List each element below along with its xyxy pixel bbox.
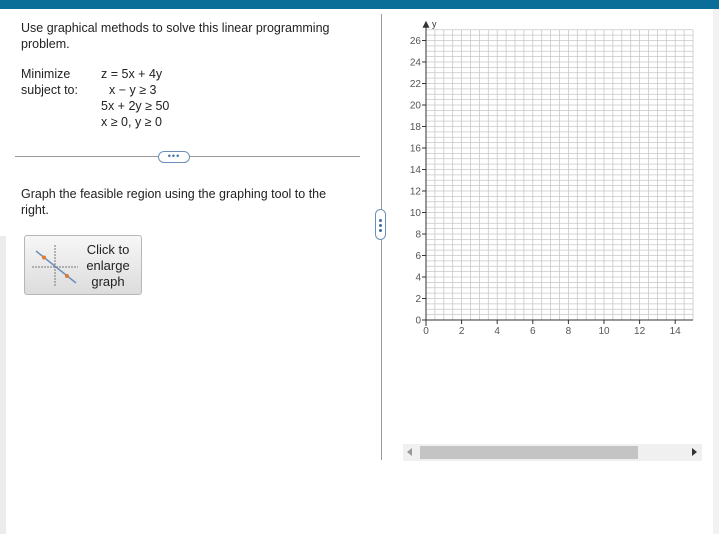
enlarge-line-3: graph [91,274,125,289]
x-tick-label: 8 [565,326,572,337]
y-axis-arrow [423,21,430,28]
y-axis-label: y [432,18,437,29]
scroll-right-icon[interactable] [692,448,697,456]
x-tick-label: 14 [669,326,681,337]
right-edge-strip [713,9,719,534]
expand-more-button[interactable]: ••• [158,151,190,163]
x-tick-label: 12 [634,326,646,337]
enlarge-graph-label [79,242,137,290]
left-edge-strip [0,236,6,534]
x-tick-label: 2 [458,326,465,337]
top-bar [0,0,719,9]
y-tick-label: 4 [415,272,421,284]
scroll-left-icon[interactable] [407,448,412,456]
x-tick-label: 6 [530,326,536,337]
question-text: Use graphical methods to solve this linear programming problem. [21,21,330,51]
subject-to-label: subject to: [21,83,78,97]
constraint-1: x − y ≥ 3 [109,83,157,97]
enlarge-line-1: Click to [86,242,130,257]
y-tick-label: 26 [409,36,421,47]
enlarge-graph-button[interactable] [24,235,142,295]
graph-instruction: Graph the feasible region using the graphing tool to the right. [21,187,327,217]
splitter-handle[interactable] [375,209,386,240]
y-tick-label: 2 [415,294,421,305]
y-tick-label: 12 [409,186,421,198]
objective-function: z = 5x + 4y [101,67,163,81]
y-tick-label: 0 [415,315,421,327]
y-tick-label: 14 [409,165,421,176]
constraint-3: x ≥ 0, y ≥ 0 [101,115,162,129]
minimize-label: Minimize [21,67,71,81]
x-tick-label: 4 [494,326,500,337]
scrollbar-thumb[interactable] [420,446,638,459]
horizontal-scrollbar[interactable] [403,444,702,461]
constraint-2: 5x + 2y ≥ 50 [101,99,170,113]
graphing-area[interactable] [400,18,700,348]
y-tick-label: 8 [415,229,421,241]
y-tick-label: 24 [409,57,421,69]
y-tick-label: 6 [415,251,421,262]
graph-thumbnail-icon [30,243,80,289]
x-tick-label: 0 [423,326,429,337]
x-tick-label: 10 [598,326,610,337]
y-tick-label: 18 [409,122,421,133]
enlarge-line-2: enlarge [86,258,130,273]
y-tick-label: 20 [409,100,421,112]
y-tick-label: 10 [409,208,421,219]
y-tick-label: 16 [409,143,421,155]
y-tick-label: 22 [409,79,421,90]
